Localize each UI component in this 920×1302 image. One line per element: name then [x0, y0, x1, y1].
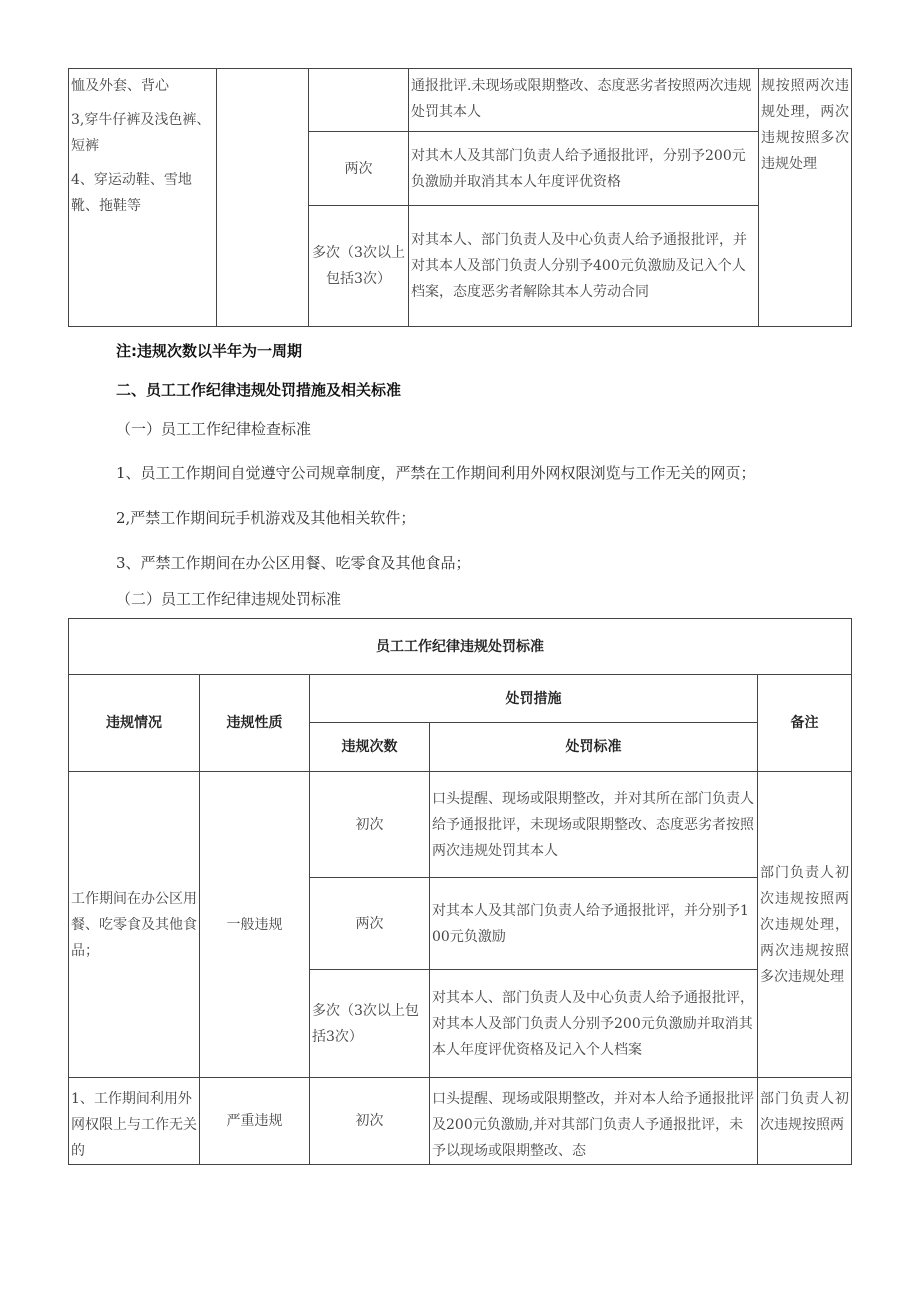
violation-situation-cell: [69, 69, 217, 327]
subsection-heading: （二）员工工作纪律违规处罚标准: [116, 590, 342, 608]
note-text: 注:违规次数以半年为一周期: [116, 342, 302, 360]
violation-nature-cell: [217, 69, 309, 327]
violation-count-cell: 多次（3次以上包括3次）: [309, 206, 409, 327]
situation-line: 4、穿运动鞋、雪地靴、拖鞋等: [71, 172, 192, 214]
rule-item: 1、员工工作期间自觉遵守公司规章制度，严禁在工作期间利用外网权限浏览与工作无关的网页；: [116, 464, 756, 482]
penalty-standard-cell: 对其本人、部门负责人及中心负责人给予通报批评，并对其本人及部门负责人分别予400元负激励及记入个人档案，态度恶劣者解除其本人劳动合同: [409, 206, 759, 327]
penalty-standard-cell: 对其木人及其部门负责人给予通报批评，分别予200元负激励并取消其本人年度评优资格: [409, 132, 759, 206]
remark-cell: 部门负责人初次违规按照两: [758, 1078, 852, 1165]
penalty-standard-cell: 口头提醒、现场或限期整改，并对本人给予通报批评及200元负激励,并对其部门负责人予通报批评，未予以现场或限期整改、态: [430, 1078, 758, 1165]
header-remark: 备注: [758, 675, 852, 772]
violation-situation-cell: 工作期间在办公区用餐、吃零食及其他食品；: [69, 772, 200, 1078]
violation-count-cell: [309, 69, 409, 132]
violation-count-cell: 初次: [310, 772, 430, 878]
violation-count-cell: 多次（3次以上包括3次）: [310, 970, 430, 1078]
penalty-standard-cell: 对其本人、部门负责人及中心负责人给予通报批评，对其本人及部门负责人分别予200元负激励并取消其本人年度评优资格及记入个人档案: [430, 970, 758, 1078]
header-standard: 处罚标准: [430, 723, 758, 772]
table-title: 员工工作纪律违规处罚标准: [69, 619, 852, 675]
penalty-standard-cell: 通报批评.未现场或限期整改、态度恶劣者按照两次违规处罚其本人: [409, 69, 759, 132]
penalty-standard-cell: 口头提醒、现场或限期整改，并对其所在部门负责人给予通报批评，未现场或限期整改、态度恶劣者按照两次违规处罚其本人: [430, 772, 758, 878]
violation-count-cell: 初次: [310, 1078, 430, 1165]
subsection-heading: （一）员工工作纪律检查标准: [116, 420, 312, 438]
situation-line: 恤及外套、背心: [71, 78, 169, 94]
remark-cell: 部门负责人初次违规按照两次违规处理，两次违规按照多次违规处理: [758, 772, 852, 1078]
rule-item: 3、严禁工作期间在办公区用餐、吃零食及其他食品；: [116, 554, 471, 572]
violation-count-cell: 两次: [310, 878, 430, 970]
header-count: 违规次数: [310, 723, 430, 772]
violation-count-cell: 两次: [309, 132, 409, 206]
situation-line: 3,穿牛仔裤及浅色裤、短裤: [71, 112, 211, 154]
work-discipline-penalty-table: [68, 618, 852, 1165]
penalty-standard-cell: 对其本人及其部门负责人给予通报批评，并分别予100元负激励: [430, 878, 758, 970]
violation-nature-cell: 一般违规: [200, 772, 310, 1078]
violation-situation-cell: 1、工作期间利用外网权限上与工作无关的: [69, 1078, 200, 1165]
header-situation: 违规情况: [69, 675, 200, 772]
remark-cell: 规按照两次违规处理，两次违规按照多次违规处理: [759, 69, 852, 327]
dress-code-penalty-table: [68, 68, 852, 327]
header-nature: 违规性质: [200, 675, 310, 772]
rule-item: 2,严禁工作期间玩手机游戏及其他相关软件；: [116, 509, 416, 527]
section-heading: 二、员工工作纪律违规处罚措施及相关标准: [116, 381, 402, 399]
header-measures: 处罚措施: [310, 675, 758, 723]
violation-nature-cell: 严重违规: [200, 1078, 310, 1165]
